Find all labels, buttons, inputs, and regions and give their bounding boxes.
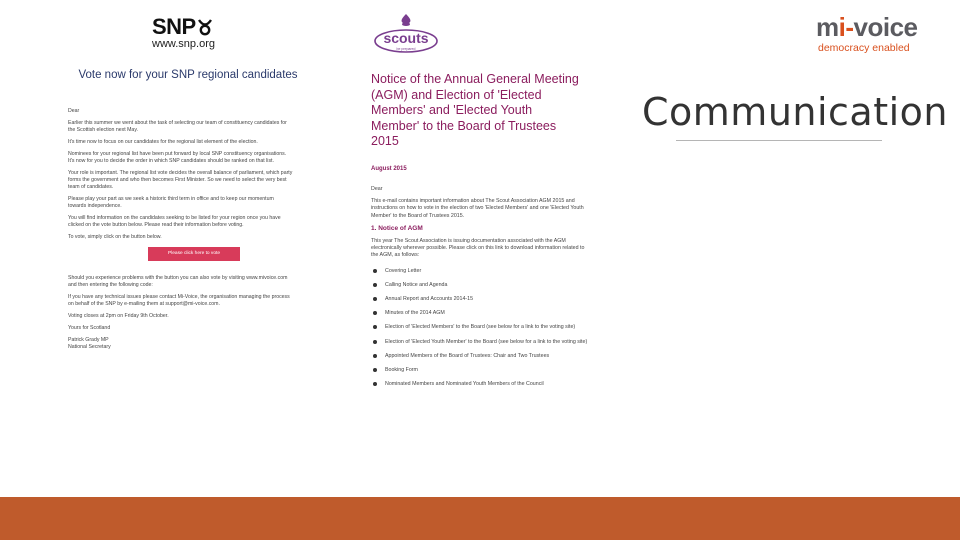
mi-voice-part-i: i- (838, 12, 854, 42)
snp-paragraph: Please play your part as we seek a historic third term in office and to keep our momentum towards independence. (68, 196, 274, 209)
list-item (371, 367, 591, 374)
snp-paragraph: Your role is important. The regional list vote decides the overall balance of parliament, which party forms the government and who then becomes First Minister. So we need to select the very best team of candidates. (68, 170, 293, 190)
mi-voice-logo (816, 12, 946, 56)
list-item (371, 296, 591, 303)
bullet-icon (373, 283, 377, 287)
bullet-icon (373, 297, 377, 301)
snp-paragraph: To vote, simply click on the button below. (68, 234, 162, 240)
snp-logo (152, 16, 215, 50)
bullet-icon (373, 340, 377, 344)
list-item (371, 268, 591, 275)
snp-paragraph: Voting closes at 2pm on Friday 9th October. (68, 313, 169, 319)
bullet-icon (373, 325, 377, 329)
mi-voice-tagline: democracy enabled (818, 42, 910, 54)
snp-logo-mark: SNP (152, 14, 196, 39)
scouts-section-heading: 1. Notice of AGM (371, 224, 423, 232)
snp-paragraph: It's time now to focus on our candidates for the regional list element of the election. (68, 139, 258, 145)
list-item (371, 339, 591, 346)
slide-title: Communication (642, 90, 949, 134)
vote-button[interactable]: Please click here to vote (148, 247, 240, 261)
list-item-label: Covering Letter (385, 267, 422, 274)
list-item (371, 353, 591, 360)
snp-email-title: Vote now for your SNP regional candidates (78, 69, 298, 81)
snp-paragraph: Earlier this summer we went about the task of selecting our team of constituency candidates for the Scottish election next May. (68, 120, 287, 133)
list-item (371, 324, 591, 331)
snp-paragraph: Yours for Scotland (68, 325, 111, 331)
list-item (371, 381, 591, 388)
scouts-email-body (371, 186, 591, 395)
scouts-logo-sub: be prepared (396, 47, 416, 51)
scouts-paragraph: Dear (371, 186, 383, 192)
snp-thistle-icon (197, 18, 213, 36)
scouts-email-date: August 2015 (371, 166, 407, 172)
scouts-email-title: Notice of the Annual General Meeting (AGM) and Election of 'Elected Members' and 'Elected Youth Member' to the Board of Trustees 2015 (371, 72, 579, 148)
snp-paragraph: Should you experience problems with the button you can also vote by visiting www.mivoice.com and then entering the following code: (68, 275, 288, 288)
list-item-label: Annual Report and Accounts 2014-15 (385, 296, 474, 303)
snp-logo-url: www.snp.org (152, 38, 215, 50)
bullet-icon (373, 354, 377, 358)
scouts-email-image (360, 8, 600, 490)
scouts-logo-text: scouts (383, 30, 429, 46)
snp-paragraph: You will find information on the candidates seeking to be listed for your region once you have clicked on the vote button below. Please read their information before voting. (68, 215, 281, 228)
bullet-icon (373, 382, 377, 386)
list-item-label: Appointed Members of the Board of Trustees: Chair and Two Trustees (385, 352, 550, 359)
list-item-label: Minutes of the 2014 AGM (385, 310, 445, 317)
scouts-document-list (371, 268, 591, 389)
list-item (371, 310, 591, 317)
list-item-label: Election of 'Elected Youth Member' to the Board (see below for a link to the voting site) (385, 338, 588, 345)
snp-email-body (68, 108, 293, 356)
scouts-paragraph: This e-mail contains important information about The Scout Association AGM 2015 and instructions on how to vote in the election of two 'Elected Members' and one 'Elected Youth Member' to the Board of Trustees 2015. (371, 198, 584, 219)
mi-voice-wordmark (816, 12, 918, 42)
snp-signature: Patrick Grady MP National Secretary (68, 337, 111, 350)
snp-email-image (60, 10, 300, 490)
scouts-paragraph: This year The Scout Association is issuing documentation associated with the AGM electronically wherever possible. Please click on this link to download information related to the AGM, as follows: (371, 238, 585, 259)
list-item-label: Booking Form (385, 367, 418, 374)
scouts-logo (372, 12, 440, 54)
bullet-icon (373, 269, 377, 273)
footer-bar (0, 497, 960, 540)
list-item-label: Election of 'Elected Members' to the Board (see below for a link to the voting site) (385, 324, 576, 331)
bullet-icon (373, 311, 377, 315)
list-item (371, 282, 591, 289)
title-underline (676, 140, 882, 141)
mi-voice-part-voice: voice (853, 12, 918, 42)
snp-paragraph: Nominees for your regional list have been put forward by local SNP constituency organisations. It's now for you to decide the order in which SNP candidates should be ranked on that list. (68, 151, 287, 164)
snp-paragraph: Dear (68, 108, 80, 114)
bullet-icon (373, 368, 377, 372)
list-item-label: Nominated Members and Nominated Youth Members of the Council (385, 381, 544, 388)
mi-voice-part-m: m (816, 12, 839, 42)
snp-paragraph: If you have any technical issues please contact Mi-Voice, the organisation managing the process on behalf of the SNP by e-mailing them at support@mi-voice.com. (68, 294, 290, 307)
list-item-label: Calling Notice and Agenda (385, 281, 448, 288)
